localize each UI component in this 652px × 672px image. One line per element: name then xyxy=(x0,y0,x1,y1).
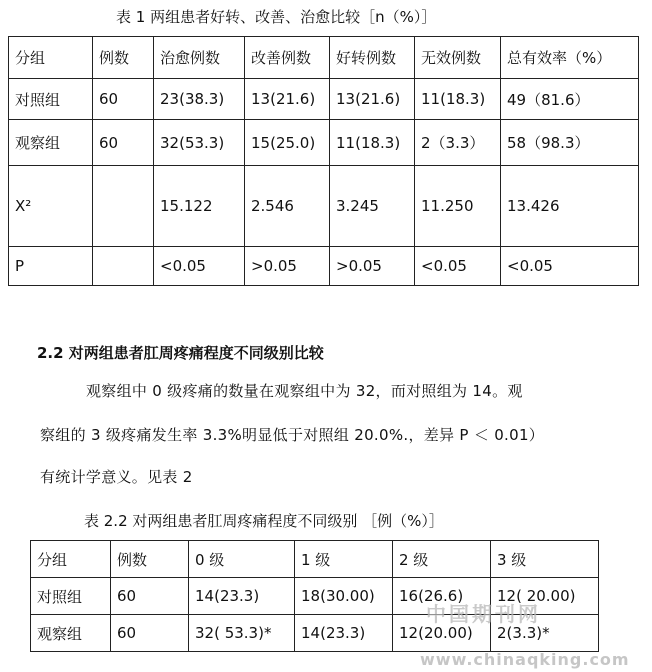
table-row xyxy=(9,79,639,120)
table1-header-cell: 总有效率（%） xyxy=(501,37,639,79)
table2-header-cell: 例数 xyxy=(111,541,189,578)
paragraph-line-3: 有统计学意义。见表 2 xyxy=(40,468,193,486)
table1-cell: 13(21.6) xyxy=(245,79,330,120)
table-row xyxy=(9,120,639,166)
table1-cell: 49（81.6） xyxy=(501,79,639,120)
table1-cell: 11(18.3) xyxy=(415,79,501,120)
table1-cell: 15(25.0) xyxy=(245,120,330,166)
table1-cell: 2（3.3） xyxy=(415,120,501,166)
table2-cell: 18(30.00) xyxy=(295,578,393,615)
table1-cell: 11.250 xyxy=(415,166,501,247)
table2-cell: 12( 20.00) xyxy=(491,578,599,615)
table1-cell: 32(53.3) xyxy=(154,120,245,166)
table2-header-cell: 3 级 xyxy=(491,541,599,578)
paragraph-line-1: 观察组中 0 级疼痛的数量在观察组中为 32，而对照组为 14。观 xyxy=(86,382,523,400)
table2-cell: 32( 53.3)* xyxy=(189,615,295,652)
section-heading: 2.2 对两组患者肛周疼痛程度不同级别比较 xyxy=(37,344,324,362)
table1-header-cell: 治愈例数 xyxy=(154,37,245,79)
paragraph-line-2: 察组的 3 级疼痛发生率 3.3%明显低于对照组 20.0%.，差异 P ＜ 0.01） xyxy=(40,426,545,444)
table2-header-cell: 0 级 xyxy=(189,541,295,578)
table2-header-row xyxy=(31,541,599,578)
table2-cell: 16(26.6) xyxy=(393,578,491,615)
table1-cell: 60 xyxy=(93,79,154,120)
table2-header-cell: 分组 xyxy=(31,541,111,578)
table2-caption: 表 2.2 对两组患者肛周疼痛程度不同级别 ［例（%）］ xyxy=(84,512,444,530)
table1-cell: 23(38.3) xyxy=(154,79,245,120)
table1-cell: 11(18.3) xyxy=(330,120,415,166)
table1-cell: <0.05 xyxy=(154,247,245,286)
watermark-logo-text: 中国期刊网 xyxy=(426,602,541,626)
table1-cell: 3.245 xyxy=(330,166,415,247)
table2-cell: 60 xyxy=(111,615,189,652)
table1-cell: 2.546 xyxy=(245,166,330,247)
table1-header-cell: 例数 xyxy=(93,37,154,79)
table1-cell: >0.05 xyxy=(245,247,330,286)
table1-cell: >0.05 xyxy=(330,247,415,286)
table1 xyxy=(8,36,639,286)
table1-cell: 观察组 xyxy=(9,120,93,166)
table1-header-cell: 分组 xyxy=(9,37,93,79)
table2-cell: 14(23.3) xyxy=(295,615,393,652)
table1-cell: 15.122 xyxy=(154,166,245,247)
table2-cell: 14(23.3) xyxy=(189,578,295,615)
table2-cell: 2(3.3)* xyxy=(491,615,599,652)
table1-cell xyxy=(93,247,154,286)
table1-cell: <0.05 xyxy=(501,247,639,286)
table1-header-cell: 好转例数 xyxy=(330,37,415,79)
table2 xyxy=(30,540,599,652)
table1-cell: P xyxy=(9,247,93,286)
table1-cell: X² xyxy=(9,166,93,247)
table1-cell: 对照组 xyxy=(9,79,93,120)
table1-cell xyxy=(93,166,154,247)
table1-header-cell: 改善例数 xyxy=(245,37,330,79)
table2-header-cell: 1 级 xyxy=(295,541,393,578)
watermark-url: www.chinaqking.com xyxy=(420,650,630,669)
table-row xyxy=(9,166,639,247)
table2-cell: 12(20.00) xyxy=(393,615,491,652)
table2-cell: 对照组 xyxy=(31,578,111,615)
table1-cell: <0.05 xyxy=(415,247,501,286)
table1-cell: 13.426 xyxy=(501,166,639,247)
table1-header-row xyxy=(9,37,639,79)
table1-cell: 58（98.3） xyxy=(501,120,639,166)
table1-caption: 表 1 两组患者好转、改善、治愈比较［n（%）］ xyxy=(116,8,437,26)
table-row xyxy=(9,247,639,286)
table1-cell: 60 xyxy=(93,120,154,166)
table2-cell: 观察组 xyxy=(31,615,111,652)
table2-cell: 60 xyxy=(111,578,189,615)
table2-header-cell: 2 级 xyxy=(393,541,491,578)
table1-cell: 13(21.6) xyxy=(330,79,415,120)
table1-header-cell: 无效例数 xyxy=(415,37,501,79)
